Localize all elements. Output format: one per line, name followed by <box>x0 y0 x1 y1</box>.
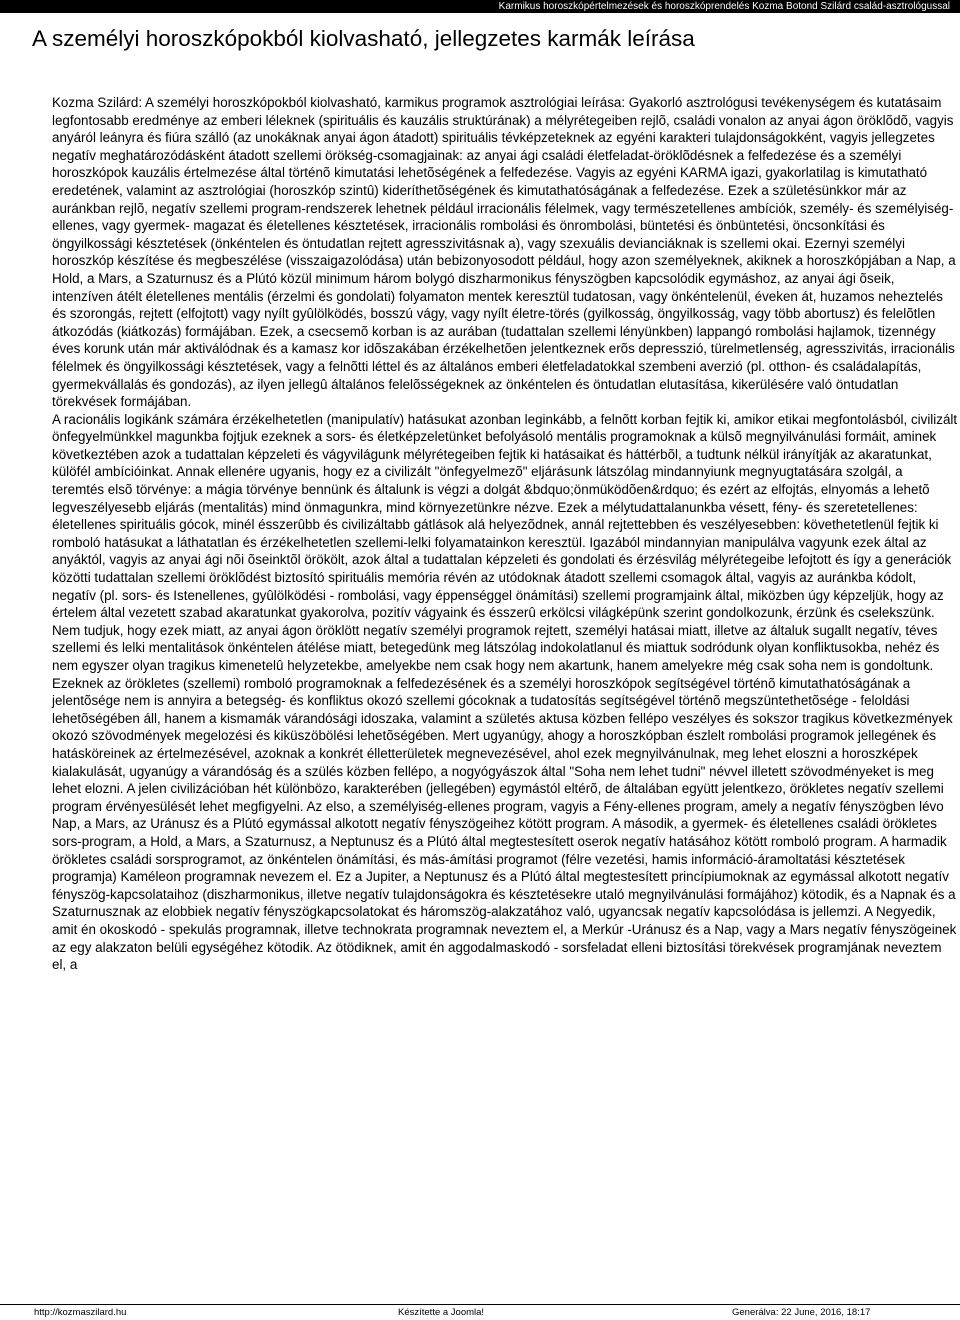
footer-site-link[interactable]: http://kozmaszilard.hu <box>34 1307 127 1318</box>
footer-generated-timestamp: Generálva: 22 June, 2016, 18:17 <box>732 1307 871 1318</box>
article-body <box>32 94 958 974</box>
site-header-text: Karmikus horoszkópértelmezések és horoszkóprendelés Kozma Botond Szilárd család-asztrológussal <box>498 1 950 12</box>
page-footer <box>0 1304 960 1319</box>
article-title: A személyi horoszkópokból kiolvasható, jellegzetes karmák leírása <box>32 26 695 51</box>
article-paragraph-2: A racionális logikánk számára érzékelhetetlen (manipulatív) hatásukat azonban leginkább, a felnõtt korban fejtik ki, amikor etikai megfontolásból, civilizált önfegyelmünkkel magunkba fojtjuk ezeknek a sors- és életképzeletünket befolyásoló mentális programoknak a külsõ megnyilvánulási formáit, aminek következtében azok a tudattalan képzeleti és vágyvilágunk mélyrétegeiben fejtik ki hatásaikat és háttérbõl, a tudtunk nélkül irányítják az akaratunkat, külöfél ambícióinkat. Annak ellenére ugyanis, hogy ez a civilizált "önfegyelmezõ" eljárásunk látszólag mindannyiunk megnyugtatására szolgál, a teremtés elsõ törvénye: a mágia törvénye bennünk és általunk is végzi a dolgát &bdquo;önmüködõen&rdquo; és ezért az elfojtás, elnyomás a lehetõ legveszélyesebb eljárás (mentalitás) mind önmagunkra, mind környezetünkre nézve. Ezek a mélytudattalanunkba vésett, fény- és szeretetellenes: életellenes spirituális gócok, minél ésszerûbb és civilizáltabb gátlások alá helyezõdnek, annál rejtettebben és veszélyesebben: követhetetlenül fejtik ki romboló hatásukat a láthatatlan és érzékelhetetlen szellemi-lelki folyamatainkon keresztül. Igazából mindannyian manipulálva vagyunk ezek által az anyáktól, vagyis az anyai ági nõi õseinktõl örökölt, azok által a tudattalan képzeleti és gondolati és érzésvilág mélyrétegeibe lefojtott és így a generációk közötti tudattalan szellemi öröklõdést biztosító spirituális memória révén az utódoknak átadott szellemi csomagok által, vagyis az auránkba kódolt, negatív (pl. sors- és Istenellenes, gyûlölködési - rombolási, vagy éppenséggel önámítási) szellemi programjaink által, miközben úgy képzeljük, hogy az értelem által vezetett szabad akaratunkat gyakorolva, pozitív vágyaink és ésszerû erkölcsi világképünk szerint gondolkozunk, érzünk és cselekszünk. Nem tudjuk, hogy ezek miatt, az anyai ágon öröklött negatív személyi programok rejtett, személyi hatásai miatt, illetve az általuk sugallt negatív, téves szellemi és lelki mentalitások önkéntelen átélése miatt, betegedünk meg látszólag indokolatlanul és miattuk sodródunk olyan konfliktusokba, nehéz és nem egyszer olyan tragikus kimenetelû helyzetekbe, amelyekbe nem csak hogy nem akartunk, hanem amelyekre még csak soha nem is gondoltunk. Ezeknek az örökletes (szellemi) romboló programoknak a felfedezésének és a személyi horoszkópok segítségével történõ kimutathatóságának a jelentõsége nem is annyira a betegség- és konfliktus okozó szellemi gócoknak a tudatosítás segítségével történõ megszüntethetõsége - feloldási lehetõségében áll, hanem a kismamák várandósági idoszaka, valamint a születés aktusa közben fellépo veszélyes és sokszor tragikus következmények okozó szövodmények megelozési és kiküszöbölési lehetõségében. Mert ugyanúgy, ahogy a horoszkópban észlelt rombolási programok jellegének és hatásköreinek az értelmezésével, azoknak a konkrét élletterületek megnevezésével, ahol ezek megnyilvánulnak, meg lehet eloszni a horoszképek kialakulását, ugyanúgy a várandóság és a szülés közben fellépo, a nogyógyászok által "Soha nem lehet tudni" névvel illetett szövodményeket is meg lehet elozni. A jelen civilizációban hét különbözo, karakterében (jellegében) egymástól eltérõ, de általában együtt jelentkezo, örökletes negatív szellemi program érvényesülését lehet megfigyelni. Az elso, a személyiség-ellenes program, vagyis a Fény-ellenes program, amely a negatív fényszögben lévo Nap, a Mars, az Uránusz és a Plútó egymással alkotott negatív fényszögeihez kötött program. A második, a gyermek- és életellenes családi örökletes sors-program, a Hold, a Mars, a Szaturnusz, a Neptunusz és a Plútó által megtestesített oserok negatív hatásához kötött romboló program. A harmadik örökletes családi sorsprogramot, az önkéntelen önámítási, és más-ámítási programot (félre vezetési, hamis információ-áramoltatási késztetések programja) Kaméleon programnak nevezem el. Ez a Jupiter, a Neptunusz és a Plútó által megtestesített princípiumoknak az egymással alkotott negatív fényszög-kapcsolataihoz (diszharmonikus, illetve negatív tulajdonságokra és késztetésekre utaló megnyilvánulási formájához) kötodik, és a Napnak és a Szaturnusznak az elobbiek negatív fényszögkapcsolatokat és háromszög-alakzatához való, ugyancsak negatív kapcsolódása is jellemzi. A Negyedik, amit én okoskodó - spekulás programnak, illetve technokrata programnak neveztem el, a Merkúr -Uránusz és a Nap, vagy a Mars negatív fényszögeinek az egy alakzaton belüli egységéhez kötodik. Az ötödiknek, amit én aggodalmaskodó - sorsfeladat elleni biztosítási törekvések programjának neveztem el, a <box>52 411 958 973</box>
footer-credit: Készítette a Joomla! <box>398 1307 485 1318</box>
site-header-bar <box>0 0 960 13</box>
article-paragraph-1: Kozma Szilárd: A személyi horoszkópokból kiolvasható, karmikus programok asztrológiai leírása: Gyakorló asztrológusi tevékenységem és kutatásaim legfontosabb eredménye az emberi léleknek (spirituális és kauzális struktúrának) a mélyrétegeiben rejlõ, családi vonalon az anyai ágon öröklõdõ, vagyis anyáról leányra és fiúra szálló (az unokáknak anyai ágon átadott) spirituális tévképzeteknek az egyéni karakteri tulajdonságokként, vagyis jellegzetes negatív meghatározódásként átadott szellemi örökség-csomagjainak: az anyai ági családi életfeladat-öröklõdésnek a felfedezése és a személyi horoszkópok kauzális értelmezése által történõ kimutatási lehetõségének a felfedezése. Vagyis az egyéni KARMA igazi, gyakorlatilag is kimutatható eredetének, valamint az asztrológiai (horoszkóp szintû) kideríthetõségének és kimutathatóságának a felfedezése. Ezek a születésünkkor már az auránkban rejlõ, negatív szellemi program-rendszerek lehetnek például irracionális félelmek, vagy természetellenes ambíciók, személy- és személyiség-ellenes, vagy gyermek- magazat és életellenes késztetések, irracionális rombolási és önrombolási, büntetési és önbüntetési, öncsonkítási és öngyilkossági késztetések (önkéntelen és öntudatlan rejtett agresszivitásnak a), vagy szexuális devianciáknak is szellemi okai. Ezernyi személyi horoszkóp készítése és megbeszélése (visszaigazolódása) után bebizonyosodott például, hogy azon személyeknek, akiknek a horoszkópjában a Nap, a Hold, a Mars, a Szaturnusz és a Plútó közül minimum három bolygó diszharmonikus fényszögben kapcsolódik egymáshoz, az anyai ági õseik, intenzíven átélt életellenes mentális (érzelmi és gondolati) folyamaton mentek keresztül tudatosan, vagy önkéntelenül, éveken át, huzamos neheztelés és szorongás, rejtett (elfojtott) vagy nyílt gyûlölködés, bosszú vágy, vagy nyílt életre-törés (gyilkosság, öngyilkosság, vagy több abortusz) és felelõtlen átkozódás (kiátkozás) formájában. Ezek, a csecsemõ korban is az aurában (tudattalan szellemi lényünkben) lappangó rombolási hajlamok, tizennégy éves korunk után már aktiválódnak és a kamasz kor idõszakában érzékelhetõen jelentkeznek erõs depresszió, türelmetlenség, agresszivitás, irracionális félelmek és öngyilkossági késztetések, vagy a felnõtti léttel és az általános emberi életfeladatokkal szembeni averzió (pl. otthon- és családalapítás, gyermekvállalás és gondozás), az ilyen jellegû általános felelõsségeknek az önkéntelen és öntudatlan elutasítása, kikerülésére való öntudatlan törekvések formájában. <box>52 95 956 410</box>
